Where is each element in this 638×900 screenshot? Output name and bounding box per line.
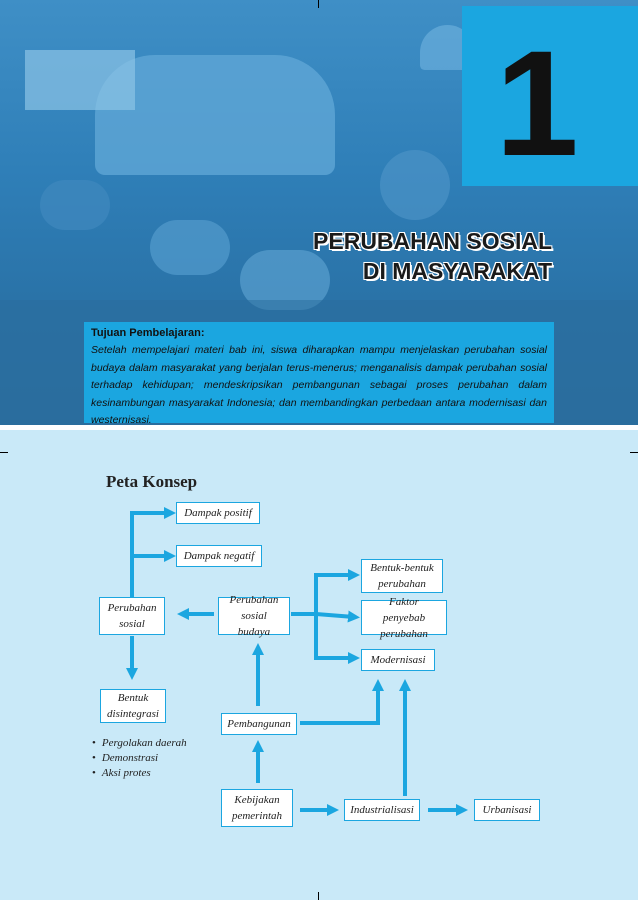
objective-heading: Tujuan Pembelajaran: [91,327,205,339]
disintegration-list [92,736,187,781]
node-industrialisasi: Industrialisasi [344,799,420,821]
chapter-title-line1: PERUBAHAN SOSIAL [313,228,552,254]
node-dampak-positif: Dampak positif [176,502,260,524]
chapter-number: 1 [495,19,579,187]
concept-map-title: Peta Konsep [106,472,198,491]
arrow-pembangunan-modernisasi [300,685,378,723]
node-dampak-negatif: Dampak negatif [176,545,262,567]
node-urbanisasi: Urbanisasi [474,799,540,821]
node-bentuk-disintegrasi: Bentuk disintegrasi [100,689,166,723]
node-perubahan-sosial: Perubahan sosial [99,597,165,635]
list-item: • Aksi protes [92,766,187,781]
node-bentuk-bentuk-perubahan: Bentuk-bentuk perubahan [361,559,443,593]
arrow-branch-faktor [316,614,354,617]
objective-text: Setelah mempelajari materi bab ini, siswa diharapkan mampu menjelaskan perubahan sosial budaya dalam masyarakat yang berjalan terus-menerus; menganalisis dampak perubahan sosial terhadap kehidupan; mendeskripsikan pembangunan sebagai proses perubahan dalam kesinambungan masyarakat Indonesia; dan membandingkan perbedaan antara modernisasi dan westernisasi. [91,344,547,426]
node-pembangunan: Pembangunan [221,713,297,735]
list-item: • Pergolakan daerah [92,736,187,751]
list-item: • Demonstrasi [92,751,187,766]
node-faktor-penyebab: Faktor penyebab perubahan [361,600,447,635]
node-modernisasi: Modernisasi [361,649,435,671]
chapter-title-line2: DI MASYARAKAT [362,258,552,284]
node-kebijakan-pemerintah: Kebijakan pemerintah [221,789,293,827]
arrow-branch-bentuk [291,575,354,614]
arrow-branch-modernisasi [316,614,354,658]
node-perubahan-sosial-budaya: Perubahan sosial budaya [218,597,290,635]
